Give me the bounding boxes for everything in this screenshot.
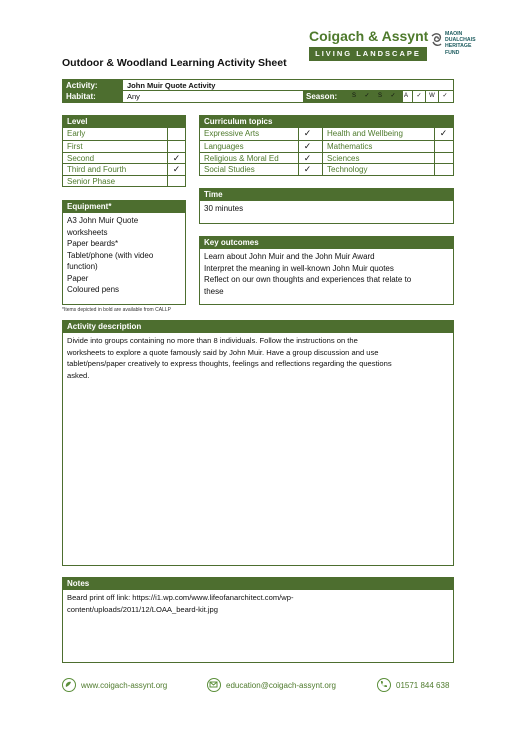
equipment-item: Tablet/phone (with video <box>67 250 154 260</box>
time-heading: Time <box>200 189 453 201</box>
footer-email[interactable] <box>207 678 336 692</box>
season-check: ✓ <box>360 91 373 102</box>
description-text <box>63 333 453 383</box>
description-line: worksheets to explore a quote famously said by John Muir. Have a group discussion and use <box>67 347 379 357</box>
curriculum-row <box>200 128 453 140</box>
equipment-item: Paper <box>67 273 89 283</box>
curriculum-topic: Health and Wellbeing <box>322 128 403 140</box>
heritage-fund-logo <box>430 31 485 61</box>
fund-line: MAOIN <box>445 31 463 37</box>
outcomes-list <box>200 249 453 299</box>
curriculum-box <box>199 115 454 176</box>
footer-phone[interactable] <box>377 678 449 692</box>
phone-icon <box>377 678 391 692</box>
habitat-value: Any <box>127 92 140 101</box>
equipment-item: worksheets <box>67 227 108 237</box>
curriculum-checkbox: ✓ <box>298 141 316 152</box>
level-checkbox <box>167 141 185 152</box>
description-line: Divide into groups containing no more than 8 individuals. Follow the instructions on the <box>67 336 358 345</box>
activity-label: Activity: <box>63 80 123 91</box>
level-item: First <box>63 140 185 152</box>
season-cell: A <box>399 91 412 102</box>
activity-value: John Muir Quote Activity <box>127 81 216 90</box>
description-line: tablet/pens/paper creatively to express thoughts, feelings and reflections regarding the questions <box>67 359 392 368</box>
level-item: Second ✓ <box>63 152 185 164</box>
season-check: ✓ <box>386 91 399 102</box>
outcomes-heading: Key outcomes <box>200 237 453 249</box>
equipment-heading: Equipment* <box>63 201 185 213</box>
curriculum-heading: Curriculum topics <box>200 116 453 128</box>
curriculum-list <box>200 128 453 175</box>
level-item: Third and Fourth ✓ <box>63 163 185 175</box>
curriculum-row <box>200 140 453 152</box>
curriculum-checkbox: ✓ <box>298 164 316 175</box>
activity-table <box>62 79 454 103</box>
heritage-fund-icon <box>430 32 444 50</box>
curriculum-row <box>200 163 453 175</box>
footer <box>62 676 462 694</box>
level-item: Senior Phase <box>63 175 185 187</box>
footer-web-text: www.coigach-assynt.org <box>81 680 168 690</box>
brand-name: Coigach & Assynt <box>309 28 429 44</box>
level-heading: Level <box>63 116 185 128</box>
season-check: ✓ <box>412 91 425 102</box>
season-label: Season: <box>303 91 403 102</box>
season-cell: S <box>373 91 386 102</box>
equipment-item: A3 John Muir Quote <box>67 216 139 225</box>
curriculum-topic: Technology <box>322 164 367 175</box>
curriculum-checkbox: ✓ <box>298 153 316 164</box>
brand-logo <box>309 28 427 68</box>
curriculum-topic: Religious & Moral Ed <box>204 153 279 163</box>
curriculum-row <box>200 152 453 164</box>
level-checkbox <box>167 128 185 140</box>
curriculum-topic: Sciences <box>322 153 359 164</box>
curriculum-checkbox <box>434 164 452 175</box>
curriculum-topic: Social Studies <box>204 165 255 175</box>
brand-subtitle: LIVING LANDSCAPE <box>309 47 427 61</box>
outcome-item: Reflect on our own thoughts and experiences that relate to <box>204 275 412 284</box>
notes-heading: Notes <box>63 578 453 590</box>
curriculum-checkbox: ✓ <box>434 128 452 140</box>
outcome-item: Learn about John Muir and the John Muir Award <box>204 252 375 261</box>
footer-web[interactable] <box>62 678 167 692</box>
fund-line: FUND <box>445 49 460 56</box>
globe-icon <box>62 678 76 692</box>
outcomes-box <box>199 236 454 305</box>
notes-line: content/uploads/2011/12/LOAA_beard-kit.jpg <box>67 604 218 614</box>
equipment-item: Coloured pens <box>67 285 120 294</box>
habitat-label: Habitat: <box>63 91 123 102</box>
description-line: asked. <box>67 370 90 380</box>
equipment-box <box>62 200 186 305</box>
level-checkbox: ✓ <box>167 164 185 175</box>
season-cell: W <box>425 91 438 102</box>
equipment-item: function) <box>67 262 98 271</box>
email-icon <box>207 678 221 692</box>
footer-phone-text: 01571 844 638 <box>396 680 450 690</box>
equipment-item: Paper beards* <box>67 239 119 248</box>
curriculum-checkbox: ✓ <box>298 128 316 140</box>
season-check: ✓ <box>438 91 451 102</box>
level-checkbox: ✓ <box>167 153 185 164</box>
time-value: 30 minutes <box>204 204 244 213</box>
curriculum-topic: Mathematics <box>322 141 372 152</box>
level-item: Early <box>63 128 185 140</box>
fund-line: DUALCHAIS <box>445 37 476 44</box>
curriculum-topic: Expressive Arts <box>204 129 260 138</box>
outcome-item: these <box>204 286 224 296</box>
curriculum-checkbox <box>434 153 452 164</box>
description-box <box>62 320 454 566</box>
equipment-note: *Items depicted in bold are available from CALLP <box>62 307 171 313</box>
notes-text <box>63 590 453 617</box>
curriculum-topic: Languages <box>204 141 244 151</box>
notes-box <box>62 577 454 663</box>
level-checkbox <box>167 176 185 187</box>
season-cell: S <box>347 91 360 102</box>
level-list <box>63 128 185 187</box>
fund-line: HERITAGE <box>445 43 472 50</box>
footer-email-text: education@coigach-assynt.org <box>226 680 336 690</box>
habitat-row <box>63 91 453 102</box>
page-title: Outdoor & Woodland Learning Activity Sheet <box>62 57 287 69</box>
time-box <box>199 188 454 224</box>
notes-line: Beard print off link: https://i1.wp.com/www.lifeofanarchitect.com/wp- <box>67 593 294 602</box>
equipment-list <box>63 213 185 298</box>
curriculum-checkbox <box>434 141 452 152</box>
level-box <box>62 115 186 187</box>
activity-row <box>63 80 453 91</box>
description-heading: Activity description <box>63 321 453 333</box>
outcome-item: Interpret the meaning in well-known John Muir quotes <box>204 263 394 273</box>
